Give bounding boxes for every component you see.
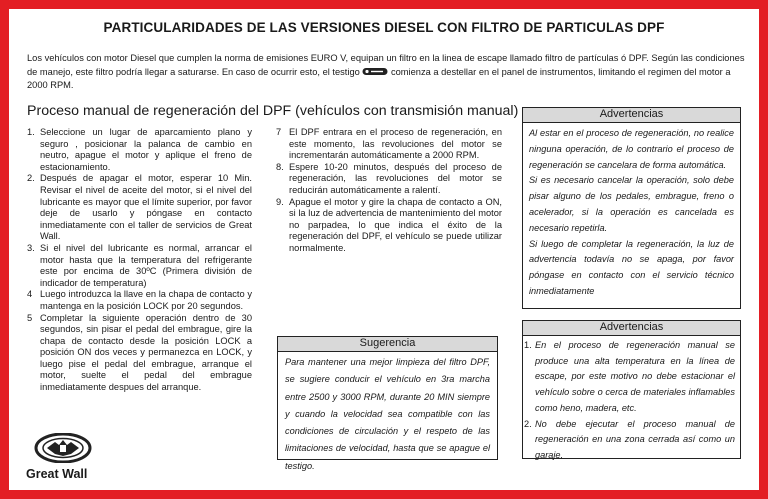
great-wall-logo-icon xyxy=(34,433,92,463)
list-item: 9. Apague el motor y gire la chapa de contacto a ON, si la luz de advertencia de mantenimiento del motor no parpadea, lo que indica el éxito de la regeneración del DPF, el vehículo se puede utilizar normalmente. xyxy=(276,196,502,253)
warnings-heading: Advertencias xyxy=(523,321,740,336)
page-title: PARTICULARIDADES DE LAS VERSIONES DIESEL CON FILTRO DE PARTICULAS DPF xyxy=(103,20,665,35)
suggestion-text: Para mantener una mejor limpieza del filtro DPF, se sugiere conducir el vehículo en 3ra marcha entre 2500 y 3000 RPM, durante 20 MIN siempre y cuando la velocidad sea compatible con las condiciones de circulación y el respeto de las limitaciones de velocidad, hasta que se apague el testigo. xyxy=(285,357,490,471)
warning-paragraph: Si luego de completar la regeneración, la luz de advertencia todavía no se apaga, por favor póngase en contacto con el servicio técnico inmediatamente xyxy=(529,238,734,296)
brand-name: Great Wall xyxy=(26,467,88,481)
list-item: 1. Seleccione un lugar de aparcamiento plano y seguro , posicionar la palanca de cambio en neutro, apague el motor y aplique el freno de estacionamiento. xyxy=(27,127,252,172)
list-item: 2. No debe ejecutar el proceso manual de regeneración en una zona cerrada así como un garaje. xyxy=(524,418,735,460)
intro-text-end: comienza a destellar en el panel de instrumentos, limitando el regimen del motor a 2000 RPM. xyxy=(27,66,731,90)
warnings-box-2 xyxy=(522,320,741,459)
warning-paragraph: Al estar en el proceso de regeneración, no realice ninguna operación, de lo contrario el proceso de regeneración se cancelara de forma automática. xyxy=(529,128,734,170)
list-item: 1. En el proceso de regeneración manual se produce una alta temperatura en la línea de escape, por este motivo no debe estacionar el vehículo sobre o cerca de materiales inflamables como heno, madera, etc. xyxy=(524,340,735,413)
intro-text-start: Los vehículos con motor Diesel que cumplen la norma de emisiones EURO V, equipan un filtro en la linea de escape llamado filtro de partículas ó DPF. Según las condiciones de manejo, este filtro podría llegar a saturarse. En caso de ocurrir esto, el testigo xyxy=(27,53,745,77)
list-item: 3. Si el nivel del lubricante es normal, arrancar el motor hasta que la temperatura del refrigerante este por encima de 30ºC (Primera división de indicador de temperatura) xyxy=(27,242,252,288)
dpf-warning-icon xyxy=(362,67,388,76)
procedure-steps-column-1 xyxy=(27,127,252,394)
list-item: 8. Espere 10-20 minutos, después del proceso de regeneración, las revoluciones del motor se reducirán automáticamente a ralentí. xyxy=(276,161,502,195)
suggestion-box xyxy=(277,336,498,471)
warnings-body xyxy=(523,123,740,300)
list-item: 7 El DPF entrara en el proceso de regeneración, en este momento, las revoluciones del motor se incrementarán automáticamente a 2000 RPM. xyxy=(276,127,502,161)
warnings-heading: Advertencias xyxy=(523,108,740,123)
warning-paragraph: Si es necesario cancelar la operación, solo debe pisar alguno de los pedales, embrague, freno o acelerador, si la operación es cancelada es necesario repetirla. xyxy=(529,175,734,233)
procedure-steps-column-2 xyxy=(276,127,502,255)
warnings-body xyxy=(523,336,740,464)
suggestion-heading: Sugerencia xyxy=(278,337,497,352)
procedure-title: Proceso manual de regeneración del DPF (vehículos con transmisión manual) xyxy=(27,103,519,119)
intro-paragraph xyxy=(27,52,745,93)
list-item: 5 Completar la siguiente operación dentro de 30 segundos, sin pisar el pedal del embrague, gire la chapa de contacto desde la posición LOCK a posición ON dos veces y permanezca en LOCK, y luego pise el pedal del embrague, arranque el motor, suelte el pedal del embrague inmediatamente despues del arranque. xyxy=(27,312,252,393)
list-item: 2. Después de apagar el motor, esperar 10 Min. Revisar el nivel de aceite del motor, si el nivel del lubricante es mayor que el límite superior, por favor deje de usarlo y póngase en contacto inmediatamente con el taller de servicios de Great Wall. xyxy=(27,173,252,242)
list-item: 4 Luego introduzca la llave en la chapa de contacto y mantenga en la posición LOCK por 20 segundos. xyxy=(27,289,252,311)
warnings-box-1 xyxy=(522,107,741,309)
